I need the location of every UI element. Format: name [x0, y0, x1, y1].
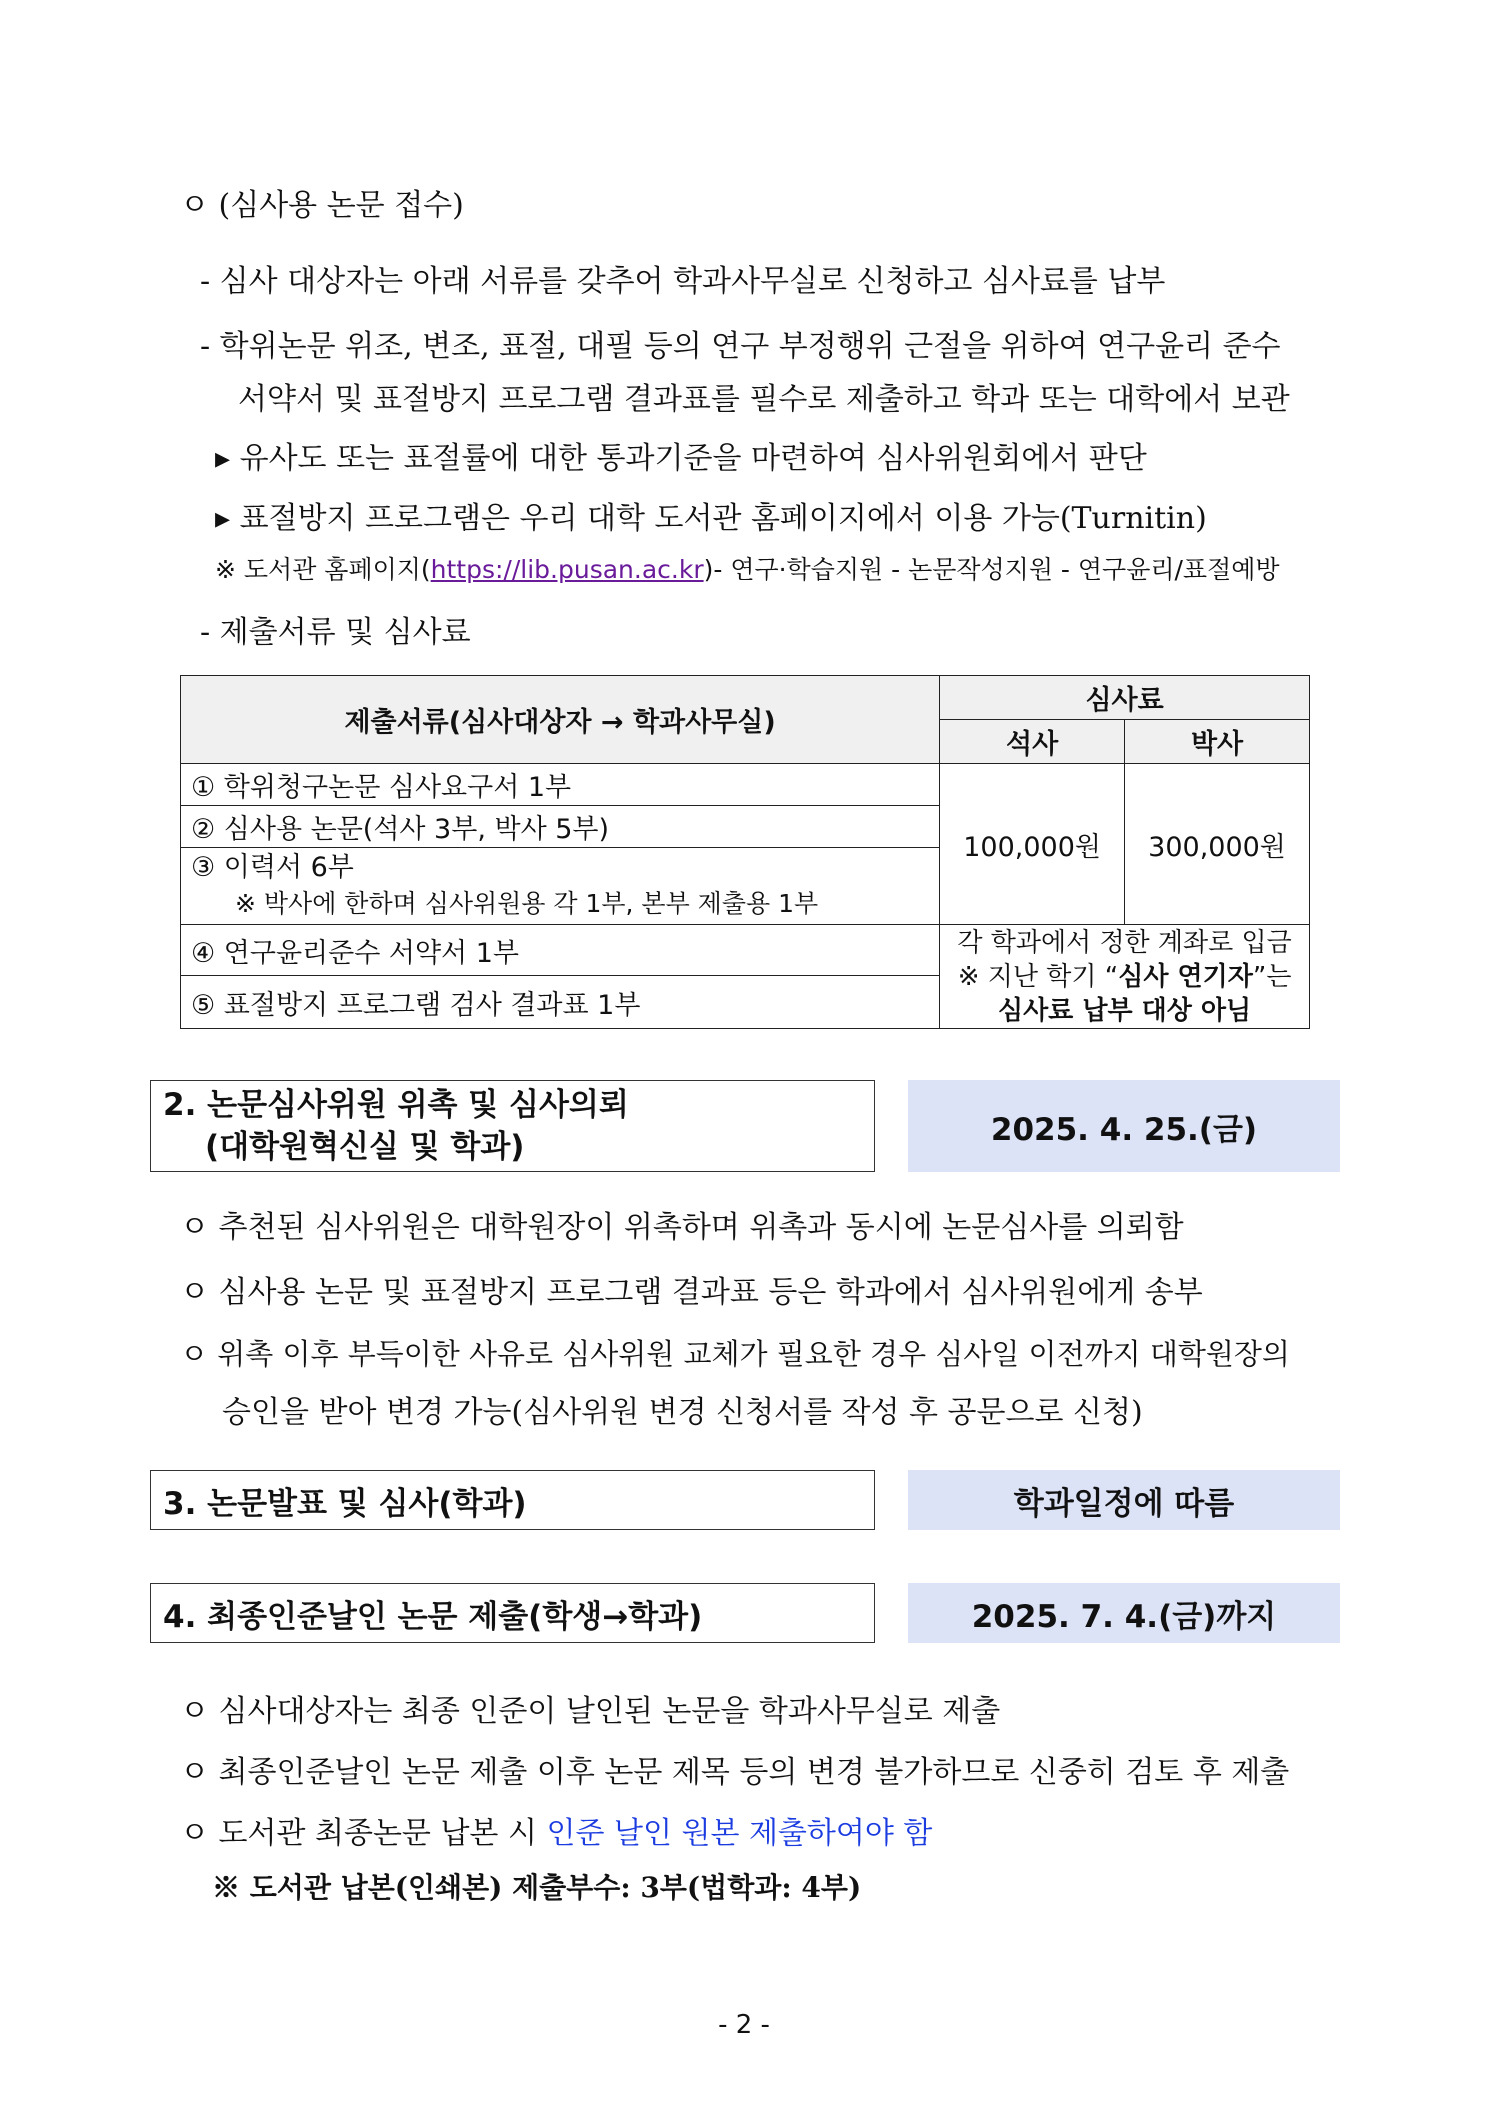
section4-bullet3	[180, 1808, 932, 1852]
header-master: 석사	[940, 720, 1125, 764]
section1-heading: ㅇ (심사용 논문 접수)	[180, 188, 464, 223]
section2-bullet3-line1: ㅇ 위촉 이후 부득이한 사유로 심사위원 교체가 필요한 경우 심사일 이전까지 대학원장의	[180, 1337, 1290, 1371]
payment-line2: ※ 지난 학기 “심사 연기자”는	[957, 961, 1292, 992]
section3-date: 학과일정에 따름	[908, 1470, 1340, 1530]
section1-dash2-line2: 서약서 및 표절방지 프로그램 결과표를 필수로 제출하고 학과 또는 대학에서 보관	[238, 382, 1290, 417]
header-documents: 제출서류(심사대상자 → 학과사무실)	[181, 676, 940, 764]
doc-row-3-note: ※ 박사에 한하며 심사위원용 각 1부, 본부 제출용 1부	[235, 889, 819, 918]
section4-bullet2: ㅇ 최종인준날인 논문 제출 이후 논문 제목 등의 변경 불가하므로 신중히 검토 후 제출	[180, 1755, 1290, 1790]
doc-row-5: ⑤ 표절방지 프로그램 검사 결과표 1부	[181, 976, 940, 1029]
section2-bullet3-line2: 승인을 받아 변경 가능(심사위원 변경 신청서를 작성 후 공문으로 신청)	[222, 1395, 1143, 1430]
fee-master: 100,000원	[940, 764, 1125, 925]
doc-row-3	[181, 848, 940, 925]
header-fee: 심사료	[940, 676, 1310, 720]
fee-doctor: 300,000원	[1125, 764, 1310, 925]
doc-row-2: ② 심사용 논문(석사 3부, 박사 5부)	[181, 806, 940, 848]
section2-date: 2025. 4. 25.(금)	[908, 1080, 1340, 1172]
section2-title	[150, 1080, 875, 1172]
section1-dash1: - 심사 대상자는 아래 서류를 갖추어 학과사무실로 신청하고 심사료를 납부	[200, 264, 1166, 299]
payment-line3: 심사료 납부 대상 아님	[997, 995, 1252, 1026]
section1-library-note	[215, 550, 1280, 586]
payment-line1: 각 학과에서 정한 계좌로 입금	[957, 927, 1292, 958]
section4-date: 2025. 7. 4.(금)까지	[908, 1583, 1340, 1643]
page-number: - 2 -	[718, 2010, 770, 2040]
header-doctor: 박사	[1125, 720, 1310, 764]
section4-bullet1: ㅇ 심사대상자는 최종 인준이 날인된 논문을 학과사무실로 제출	[180, 1694, 1001, 1729]
section2-title-line1: 2. 논문심사위원 위촉 및 심사의뢰	[163, 1087, 629, 1123]
section4-title: 4. 최종인준날인 논문 제출(학생→학과)	[150, 1583, 875, 1643]
section1-arrow1: ▸ 유사도 또는 표절률에 대한 통과기준을 마련하여 심사위원회에서 판단	[215, 441, 1147, 476]
section4-bullet3-text: ㅇ 도서관 최종논문 납본 시	[180, 1816, 547, 1851]
doc-row-4: ④ 연구윤리준수 서약서 1부	[181, 925, 940, 976]
section2-bullet2: ㅇ 심사용 논문 및 표절방지 프로그램 결과표 등은 학과에서 심사위원에게 송부	[180, 1275, 1203, 1310]
section1-dash3: - 제출서류 및 심사료	[200, 615, 471, 650]
section2-bullet1: ㅇ 추천된 심사위원은 대학원장이 위촉하며 위촉과 동시에 논문심사를 의뢰함	[180, 1210, 1184, 1245]
note-prefix: ※ 도서관 홈페이지(	[215, 555, 431, 584]
section4-bullet3-highlight: 인준 날인 원본 제출하여야 함	[546, 1816, 933, 1851]
fee-table	[180, 675, 1310, 1029]
payment-note	[940, 925, 1310, 1029]
section1-dash2-line1: - 학위논문 위조, 변조, 표절, 대필 등의 연구 부정행위 근절을 위하여 연구윤리 준수	[200, 329, 1281, 364]
note-suffix: )- 연구·학습지원 - 논문작성지원 - 연구윤리/표절예방	[703, 555, 1280, 584]
doc-row-3-label: ③ 이력서 6부	[191, 852, 354, 883]
section4-note: ※ 도서관 납본(인쇄본) 제출부수: 3부(법학과: 4부)	[212, 1871, 862, 1904]
section3-title: 3. 논문발표 및 심사(학과)	[150, 1470, 875, 1530]
library-url-link[interactable]: https://lib.pusan.ac.kr	[430, 555, 704, 584]
section2-title-line2: (대학원혁신실 및 학과)	[205, 1129, 525, 1165]
doc-row-1: ① 학위청구논문 심사요구서 1부	[181, 764, 940, 806]
section1-arrow2: ▸ 표절방지 프로그램은 우리 대학 도서관 홈페이지에서 이용 가능(Turnitin)	[215, 501, 1207, 536]
